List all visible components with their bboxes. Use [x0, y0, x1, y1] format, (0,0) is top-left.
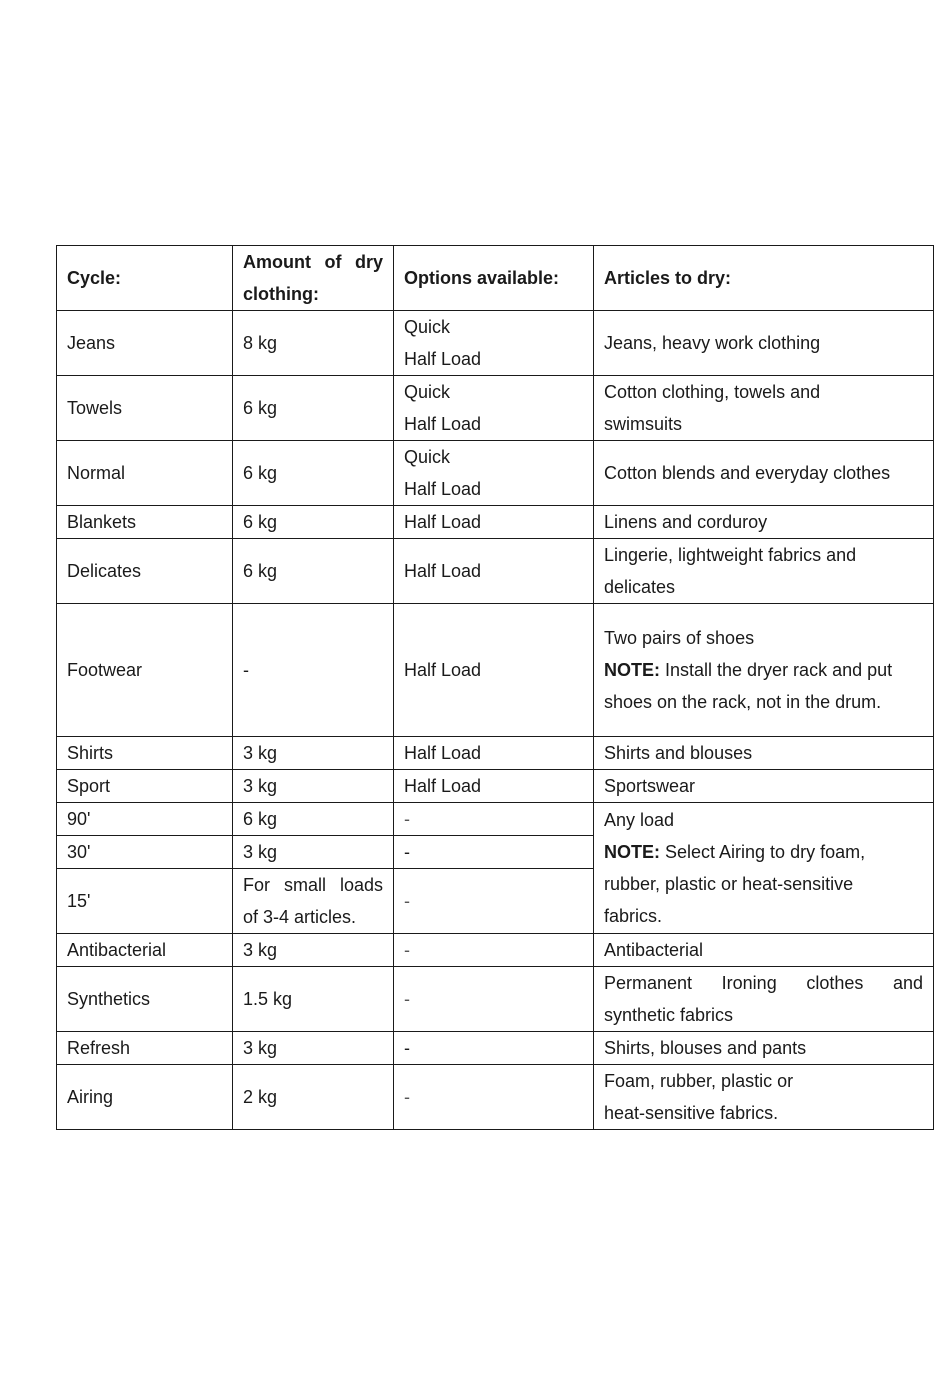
cycle-cell: Shirts — [57, 737, 233, 770]
articles-cell: Antibacterial — [594, 934, 934, 967]
articles-cell: Two pairs of shoes NOTE: Install the dryer rack and put shoes on the rack, not in the drum. — [594, 604, 934, 737]
options-cell: - — [394, 803, 594, 836]
cycle-cell: Jeans — [57, 311, 233, 376]
cycle-cell: Blankets — [57, 506, 233, 539]
articles-cell: Shirts, blouses and pants — [594, 1032, 934, 1065]
amount-cell: - — [233, 604, 394, 737]
amount-cell: 3 kg — [233, 836, 394, 869]
articles-cell: Linens and corduroy — [594, 506, 934, 539]
options-cell: Quick Half Load — [394, 311, 594, 376]
options-cell: - — [394, 869, 594, 934]
cycle-cell: 30' — [57, 836, 233, 869]
articles-cell: Permanent Ironing clothes and synthetic fabrics — [594, 967, 934, 1032]
table-row-shirts — [57, 737, 934, 770]
amount-cell: 8 kg — [233, 311, 394, 376]
header-options: Options available: — [394, 246, 594, 311]
articles-cell: Cotton blends and everyday clothes — [594, 441, 934, 506]
amount-cell: 3 kg — [233, 737, 394, 770]
cycle-cell: 15' — [57, 869, 233, 934]
options-cell: - — [394, 1065, 594, 1130]
articles-cell: Foam, rubber, plastic or heat-sensitive fabrics. — [594, 1065, 934, 1130]
amount-cell: 2 kg — [233, 1065, 394, 1130]
cycle-cell: Footwear — [57, 604, 233, 737]
cycle-cell: Airing — [57, 1065, 233, 1130]
options-cell: Half Load — [394, 506, 594, 539]
amount-cell: 3 kg — [233, 1032, 394, 1065]
cycle-cell: Synthetics — [57, 967, 233, 1032]
options-cell: Half Load — [394, 539, 594, 604]
options-cell: Quick Half Load — [394, 441, 594, 506]
cycle-cell: 90' — [57, 803, 233, 836]
table-row-sport — [57, 770, 934, 803]
options-cell: Half Load — [394, 604, 594, 737]
header-articles: Articles to dry: — [594, 246, 934, 311]
articles-cell-timed: Any load NOTE: Select Airing to dry foam, rubber, plastic or heat-sensitive fabrics. — [594, 803, 934, 934]
table-row-normal — [57, 441, 934, 506]
table-row-airing — [57, 1065, 934, 1130]
articles-cell: Sportswear — [594, 770, 934, 803]
amount-cell: 6 kg — [233, 803, 394, 836]
amount-cell: 6 kg — [233, 506, 394, 539]
amount-cell: 6 kg — [233, 539, 394, 604]
table-row-jeans — [57, 311, 934, 376]
table-row-footwear — [57, 604, 934, 737]
cycle-cell: Towels — [57, 376, 233, 441]
table-header-row — [57, 246, 934, 311]
options-cell: - — [394, 836, 594, 869]
cycle-cell: Antibacterial — [57, 934, 233, 967]
cycle-cell: Delicates — [57, 539, 233, 604]
header-cycle: Cycle: — [57, 246, 233, 311]
note-label: NOTE: — [604, 660, 660, 680]
note-label: NOTE: — [604, 842, 660, 862]
amount-cell: For small loads of 3-4 articles. — [233, 869, 394, 934]
cycle-cell: Refresh — [57, 1032, 233, 1065]
options-cell: Half Load — [394, 737, 594, 770]
amount-cell: 6 kg — [233, 376, 394, 441]
dryer-cycle-table — [56, 245, 934, 1130]
table-row-delicates — [57, 539, 934, 604]
amount-cell: 6 kg — [233, 441, 394, 506]
cycle-cell: Normal — [57, 441, 233, 506]
amount-cell: 3 kg — [233, 934, 394, 967]
amount-cell: 1.5 kg — [233, 967, 394, 1032]
table-row-blankets — [57, 506, 934, 539]
table-row-synthetics — [57, 967, 934, 1032]
options-cell: - — [394, 967, 594, 1032]
articles-cell: Jeans, heavy work clothing — [594, 311, 934, 376]
table-row-towels — [57, 376, 934, 441]
amount-cell: 3 kg — [233, 770, 394, 803]
options-cell: - — [394, 934, 594, 967]
articles-cell: Shirts and blouses — [594, 737, 934, 770]
table-row-refresh — [57, 1032, 934, 1065]
table-row-antibacterial — [57, 934, 934, 967]
options-cell: Half Load — [394, 770, 594, 803]
options-cell: Quick Half Load — [394, 376, 594, 441]
articles-cell: Lingerie, lightweight fabrics and delicates — [594, 539, 934, 604]
table-row-90 — [57, 803, 934, 836]
options-cell: - — [394, 1032, 594, 1065]
cycle-cell: Sport — [57, 770, 233, 803]
articles-cell: Cotton clothing, towels and swimsuits — [594, 376, 934, 441]
header-amount: Amount of dry clothing: — [233, 246, 394, 311]
